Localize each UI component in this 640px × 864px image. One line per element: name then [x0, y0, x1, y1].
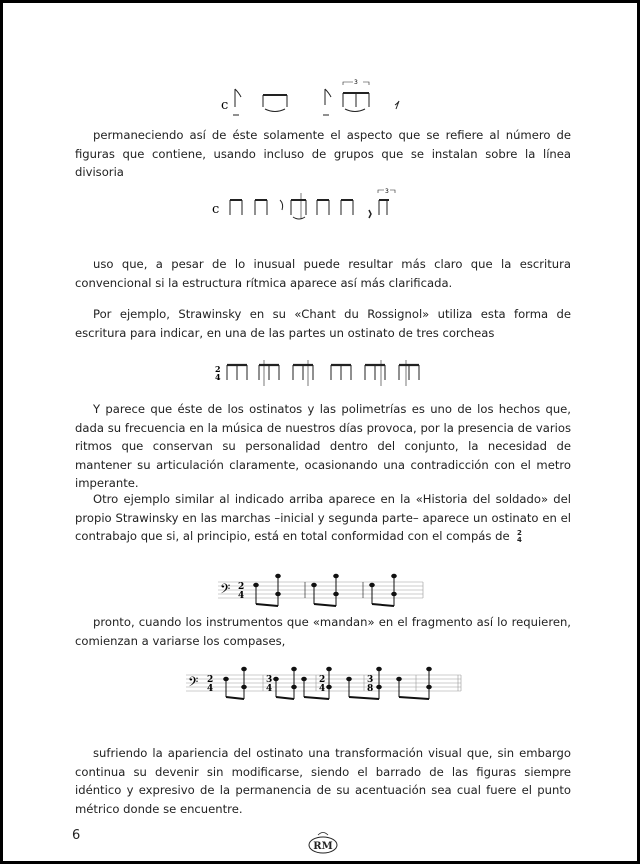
- meter-1-bottom: 4: [207, 684, 214, 694]
- paragraph-2: uso que, a pesar de lo inusual puede resultar más claro que la escritura convencional si la estructura rítmica aparece así más clarificada.: [75, 257, 571, 290]
- paragraph-5-text: Otro ejemplo similar al indicado arriba aparece en la «Historia del soldado» del propio Strawinsky en las marchas –inicial y segunda parte– aparece un ostinato en el contrabajo que si, al principio, está en total conformidad con el compás de: [75, 492, 571, 544]
- ostinato-staff-historia-del-soldado: [218, 568, 428, 618]
- meter-2-top: 3: [266, 675, 273, 685]
- rhythm-example-2: [208, 185, 448, 225]
- inline-time-top: 2: [517, 528, 522, 537]
- time-signature-bottom: 4: [215, 372, 221, 382]
- time-signature-bottom: 4: [238, 591, 245, 601]
- meter-2-bottom: 4: [266, 684, 273, 694]
- meter-4-top: 3: [367, 675, 374, 685]
- time-signature-top: 2: [238, 582, 245, 592]
- book-page: [3, 3, 637, 861]
- ostinato-example-chant-du-rossignol: [213, 358, 433, 390]
- time-signature-top: 2: [215, 364, 221, 374]
- paragraph-5: [75, 490, 571, 546]
- tuplet-number: 3: [385, 188, 389, 195]
- paragraph-1: permaneciendo así de éste solamente el aspecto que se refiere al número de figuras que contiene, usando incluso de grupos que se instalan sobre la línea divisoria: [75, 128, 571, 180]
- common-time-symbol: c: [221, 98, 229, 113]
- meter-4-bottom: 8: [367, 684, 374, 694]
- tuplet-number: 3: [354, 79, 358, 86]
- page-number: 6: [72, 828, 81, 843]
- bass-clef-icon: 𝄢: [188, 676, 199, 693]
- paragraph-7: sufriendo la apariencia del ostinato una transformación visual que, sin embargo continua su devenir sin modificarse, siendo el barrado de las figuras siempre idéntico y expresivo de la permanencia de su acentuación sea cual fuere el punto métrico donde se encuentre.: [75, 746, 571, 816]
- common-time-symbol: c: [212, 202, 220, 217]
- rhythm-example-1: [213, 75, 433, 120]
- paragraph-6: pronto, cuando los instrumentos que «mandan» en el fragmento así lo requieren, comienzan a variarse los compases,: [75, 615, 571, 648]
- svg-text:RM: RM: [313, 841, 333, 852]
- ostinato-staff-changing-meters: [186, 663, 466, 713]
- bass-clef-icon: 𝄢: [220, 583, 231, 600]
- meter-3-bottom: 4: [319, 684, 326, 694]
- publisher-logo: [307, 829, 339, 855]
- paragraph-3: Por ejemplo, Strawinsky en su «Chant du Rossignol» utiliza esta forma de escritura para indicar, en una de las partes un ostinato de tres corcheas: [75, 307, 571, 340]
- inline-time-signature: [517, 530, 522, 544]
- meter-1-top: 2: [207, 675, 214, 685]
- inline-time-bottom: 4: [517, 535, 522, 544]
- meter-3-top: 2: [319, 675, 326, 685]
- paragraph-4: Y parece que éste de los ostinatos y las polimetrías es uno de los hechos que, dada su frecuencia en la música de nuestros días provoca, por la presencia de varios ritmos que conservan su personalidad dentro del conjunto, la necesidad de mantener su articulación claramente, ocasionando una contradicción con el metro imperante.: [75, 402, 571, 491]
